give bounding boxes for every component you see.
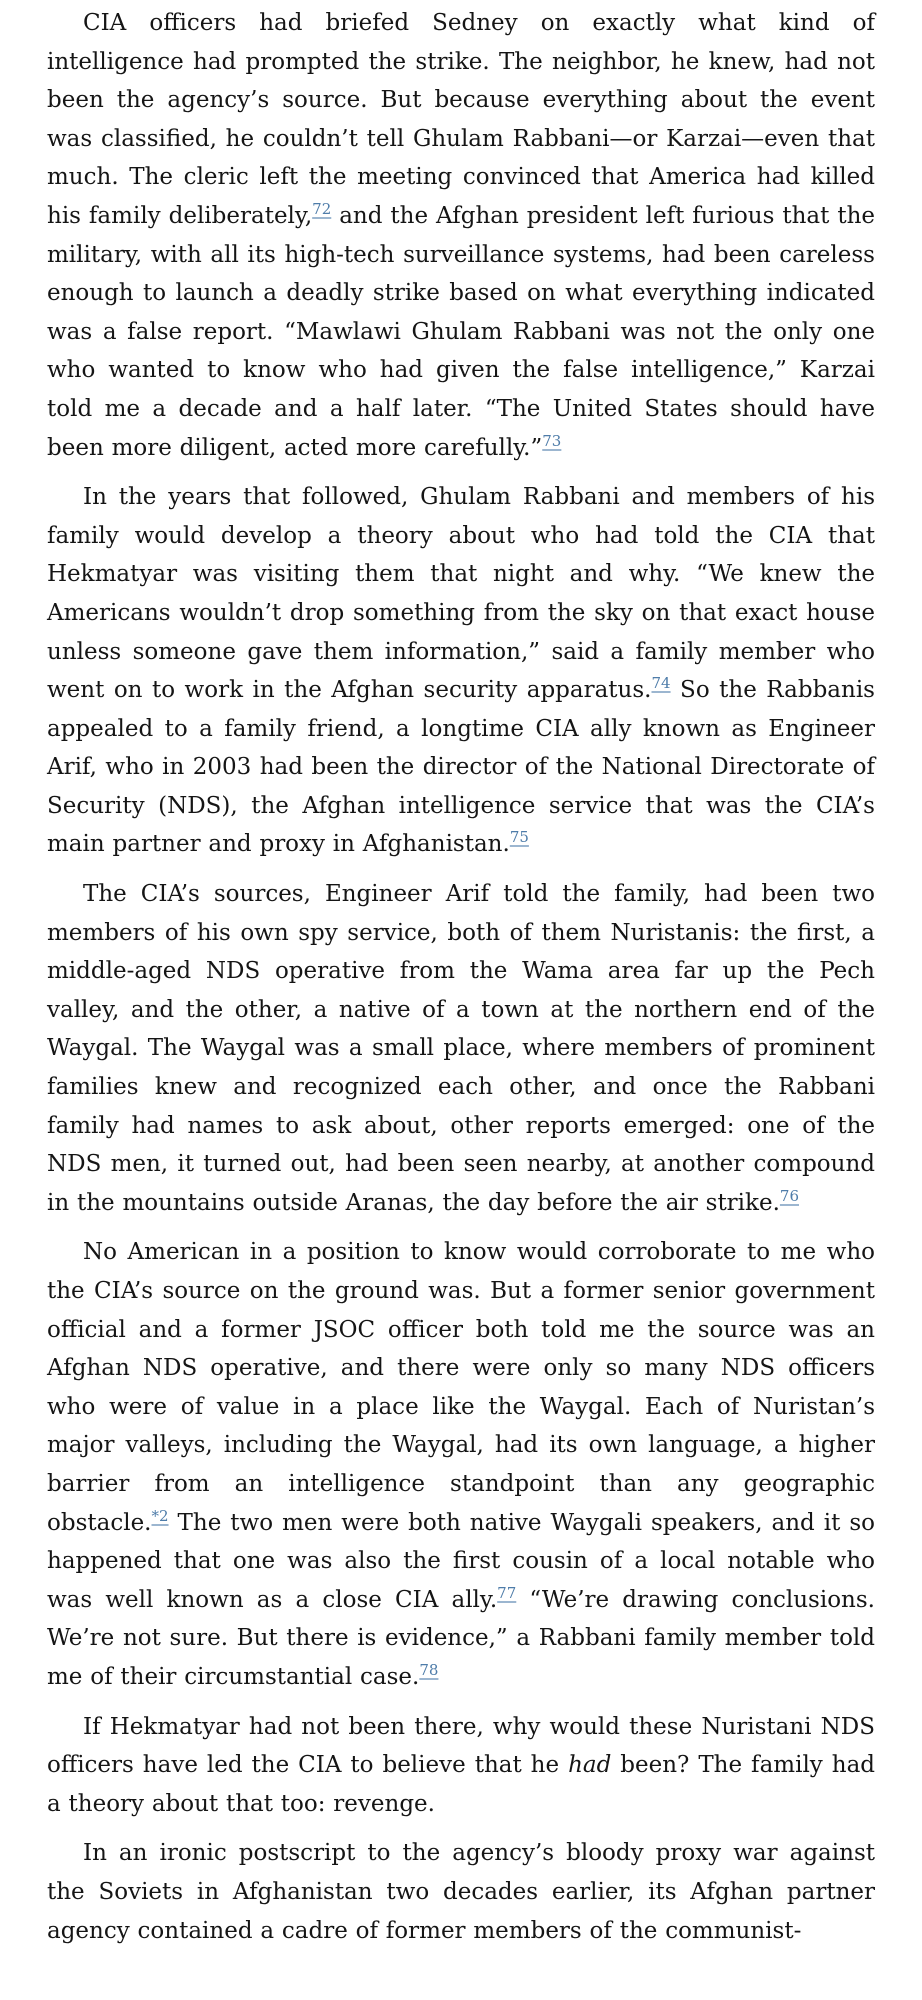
footnote-superscript (312, 200, 331, 218)
footnote-superscript (780, 1187, 799, 1205)
footnote-superscript (152, 1507, 169, 1525)
paragraph-6: In an ironic postscript to the agency’s bloody proxy war against the Soviets in Afghanistan two decades earlier, its Afghan partner agency contained a cadre of former members of the communist- (47, 1840, 875, 1944)
footnote-link-78[interactable]: 78 (419, 1660, 439, 1679)
paragraph-5: If Hekmatyar had not been there, why would these Nuristani NDS officers have led the CIA to believe that he had been? The family had a theory about that too: revenge. (47, 1713, 876, 1817)
footnote-link-star-2[interactable]: *2 (151, 1506, 169, 1525)
footnote-superscript (651, 674, 670, 692)
footnote-link-73[interactable]: 73 (542, 431, 562, 450)
paragraph-3: The CIA’s sources, Engineer Arif told the family, had been two members of his own spy service, both of them Nuristanis: the first, a middle-aged NDS operative from the Wama area far up the Pech valley, and the other, a native of a town at the northern end of the Waygal. The Waygal was a small place, where members of prominent families knew and recognized each other, and once the Rabbani family had names to ask about, other reports emerged: one of the NDS men, it turned out, had been seen nearby, at another compound in the mountains outside Aranas, the day before the air strike.$^{76}$ (47, 881, 875, 1216)
footnote-link-76[interactable]: 76 (779, 1186, 799, 1205)
footnote-superscript (497, 1584, 516, 1602)
footnote-superscript (510, 828, 529, 846)
paragraph-1: CIA officers had briefed Sedney on exactly what kind of intelligence had prompted the strike. The neighbor, he knew, had not been the agency’s source. But because everything about the event was classified, he couldn’t tell Ghulam Rabbani—or Karzai—even that much. The cleric left the meeting convinced that America had killed his family deliberately,$^{72}$ and the Afghan president left furious that the military, with all its high-tech surveillance systems, had been careless enough to launch a deadly strike based on what everything indicated was a false report. “Mawlawi Ghulam Rabbani was not the only one who wanted to know who had given the false intelligence,” Karzai told me a decade and a half later. “The United States should have been more diligent, acted more carefully.”$^{73}$ (47, 10, 875, 461)
italic-text: had (568, 1752, 612, 1779)
footnote-superscript (419, 1661, 438, 1679)
footnote-link-77[interactable]: 77 (497, 1583, 517, 1602)
paragraph-4: No American in a position to know would corroborate to me who the CIA’s source on the ground was. But a former senior government official and a former JSOC officer both told me the source was an Afghan NDS operative, and there were only so many NDS officers who were of value in a place like the Waygal. Each of Nuristan’s major valleys, including the Waygal, had its own language, a higher barrier from an intelligence standpoint than any geographic obstacle.$^{*2}$ The two men were both native Waygali speakers, and it so happened that one was also the first cousin of a local notable who was well known as a close CIA ally.$^{77}$ “We’re drawing conclusions. We’re not sure. But there is evidence,” a Rabbani family member told me of their circumstantial case.$^{78}$ (47, 1239, 875, 1690)
footnote-link-74[interactable]: 74 (651, 674, 671, 693)
footnote-link-75[interactable]: 75 (509, 828, 529, 847)
paragraph-2: In the years that followed, Ghulam Rabbani and members of his family would develop a theory about who had told the CIA that Hekmatyar was visiting them that night and why. “We knew the Americans wouldn’t drop something from the sky on that exact house unless someone gave them information,” said a family member who went on to work in the Afghan security apparatus.$^{74}$ So the Rabbanis appealed to a family friend, a longtime CIA ally known as Engineer Arif, who in 2003 had been the director of the National Directorate of Security (NDS), the Afghan intelligence service that was the CIA’s main partner and proxy in Afghanistan.$^{75}$ (47, 484, 875, 858)
footnote-superscript (542, 432, 561, 450)
footnote-link-72[interactable]: 72 (312, 199, 332, 218)
